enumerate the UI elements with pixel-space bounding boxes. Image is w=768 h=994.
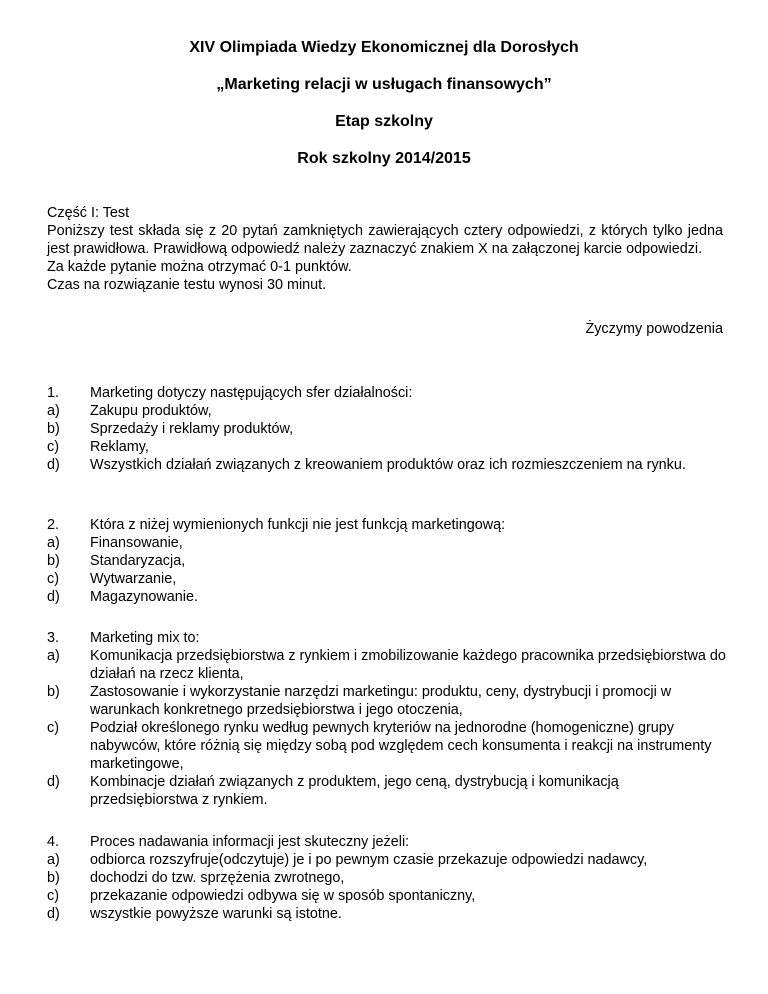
answer-letter: d) — [47, 774, 60, 790]
question-stem — [47, 833, 727, 851]
answer-letter: d) — [47, 457, 60, 473]
answer-letter: c) — [47, 888, 59, 904]
answer-text: odbiorca rozszyfruje(odczytuje) je i po pewnym czasie przekazuje odpowiedzi nadawcy, — [90, 852, 648, 868]
answer-text: Sprzedaży i reklamy produktów, — [90, 421, 294, 437]
answer-option — [47, 773, 727, 809]
answer-text: Zakupu produktów, — [90, 403, 212, 419]
question-3 — [47, 629, 727, 809]
answer-letter: d) — [47, 589, 60, 605]
answer-letter: a) — [47, 535, 60, 551]
answer-text: Komunikacja przedsiębiorstwa z rynkiem i zmobilizowanie każdego pracownika przedsiębiorstwa do działań na rzecz klienta, — [90, 648, 726, 682]
school-year: Rok szkolny 2014/2015 — [297, 150, 471, 167]
question-number: 2. — [47, 517, 60, 533]
answer-option — [47, 570, 727, 588]
answer-text: Standaryzacja, — [90, 553, 186, 569]
answer-option — [47, 534, 727, 552]
answer-text: Wytwarzanie, — [90, 571, 177, 587]
answer-letter: b) — [47, 421, 60, 437]
question-number: 4. — [47, 834, 60, 850]
answer-text: Podział określonego rynku według pewnych kryteriów na jednorodne (homogeniczne) grupy nabywców, które różnią się między sobą pod względem cech konsumenta i reakcji na instrumenty marketingowe, — [90, 720, 712, 772]
answer-letter: a) — [47, 852, 60, 868]
answer-text: Kombinacje działań związanych z produktem, jego ceną, dystrybucją i komunikacją przedsiębiorstwa z rynkiem. — [90, 774, 619, 808]
answer-option — [47, 719, 727, 773]
answer-option — [47, 647, 727, 683]
answer-option — [47, 851, 727, 869]
question-2 — [47, 516, 727, 606]
points-info: Za każde pytanie można otrzymać 0-1 punktów. — [47, 259, 352, 275]
answer-letter: b) — [47, 553, 60, 569]
answer-text: Reklamy, — [90, 439, 149, 455]
question-1 — [47, 384, 727, 474]
answer-text: dochodzi do tzw. sprzężenia zwrotnego, — [90, 870, 345, 886]
question-stem — [47, 516, 727, 534]
answer-text: przekazanie odpowiedzi odbywa się w sposób spontaniczny, — [90, 888, 476, 904]
answer-option — [47, 420, 727, 438]
answer-option — [47, 402, 727, 420]
document-header — [0, 38, 768, 186]
answer-letter: c) — [47, 720, 59, 736]
question-text: Proces nadawania informacji jest skuteczny jeżeli: — [90, 834, 410, 850]
answer-option — [47, 905, 727, 923]
answer-option — [47, 438, 727, 456]
question-number: 1. — [47, 385, 60, 401]
answer-option — [47, 456, 727, 474]
good-luck-text: Życzymy powodzenia — [585, 321, 723, 337]
answer-text: wszystkie powyższe warunki są istotne. — [90, 906, 342, 922]
question-text: Marketing dotyczy następujących sfer działalności: — [90, 385, 413, 401]
test-description: Poniższy test składa się z 20 pytań zamkniętych zawierających cztery odpowiedzi, z których tylko jedna jest prawidłowa. Prawidłową odpowiedź należy zaznaczyć znakiem X na załączonej karcie odpowiedzi. — [47, 223, 723, 257]
question-4 — [47, 833, 727, 923]
answer-option — [47, 683, 727, 719]
question-stem — [47, 384, 727, 402]
answer-letter: a) — [47, 403, 60, 419]
olympiad-title: XIV Olimpiada Wiedzy Ekonomicznej dla Dorosłych — [189, 39, 579, 56]
answer-letter: c) — [47, 571, 59, 587]
answer-letter: b) — [47, 684, 60, 700]
answer-option — [47, 887, 727, 905]
answer-text: Finansowanie, — [90, 535, 183, 551]
question-number: 3. — [47, 630, 60, 646]
part-label: Część I: Test — [47, 205, 130, 221]
stage-title: Etap szkolny — [335, 113, 433, 130]
answer-letter: b) — [47, 870, 60, 886]
answer-text: Magazynowanie. — [90, 589, 198, 605]
answer-text: Wszystkich działań związanych z kreowaniem produktów oraz ich rozmieszczeniem na rynku. — [90, 457, 686, 473]
answer-text: Zastosowanie i wykorzystanie narzędzi marketingu: produktu, ceny, dystrybucji i promocji w warunkach konkretnego przedsiębiorstwa i jego otoczenia, — [90, 684, 672, 718]
instructions — [47, 204, 723, 294]
question-text: Która z niżej wymienionych funkcji nie jest funkcją marketingową: — [90, 517, 506, 533]
question-stem — [47, 629, 727, 647]
answer-option — [47, 588, 727, 606]
answer-option — [47, 869, 727, 887]
time-info: Czas na rozwiązanie testu wynosi 30 minut. — [47, 277, 327, 293]
answer-option — [47, 552, 727, 570]
answer-letter: d) — [47, 906, 60, 922]
answer-letter: a) — [47, 648, 60, 664]
olympiad-subtitle: „Marketing relacji w usługach finansowych” — [216, 76, 552, 93]
answer-letter: c) — [47, 439, 59, 455]
question-text: Marketing mix to: — [90, 630, 200, 646]
